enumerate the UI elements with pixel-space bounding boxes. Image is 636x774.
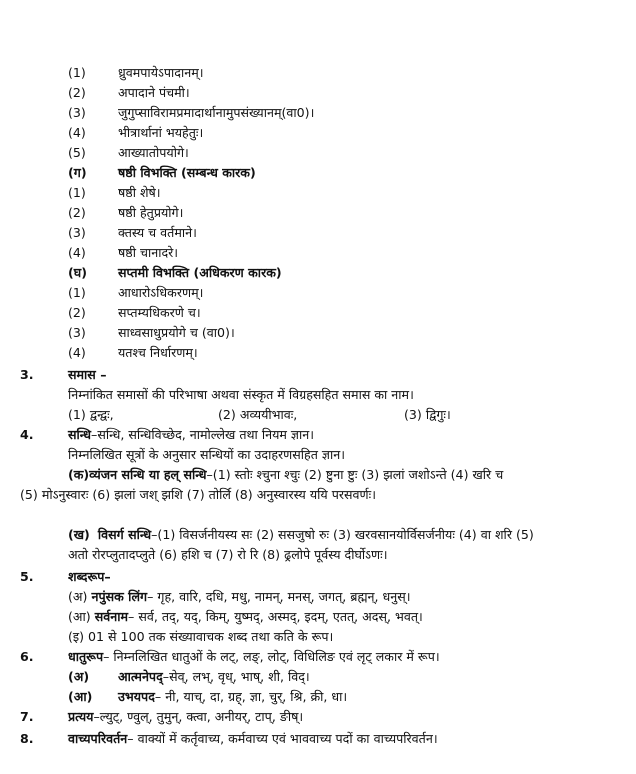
subsection-label: (ख) <box>68 527 90 542</box>
subsection-title: आत्मनेपद् <box>118 669 163 684</box>
subsection-label: (ग) <box>68 165 87 180</box>
list-item-text: यतश्च निर्धारणम्। <box>118 345 198 360</box>
subsection-line <box>118 668 310 686</box>
list-item-text: आधारोऽधिकरणम्। <box>118 285 204 300</box>
subsection-title: (क)व्यंजन सन्धि या हल् सन्धि <box>68 467 207 482</box>
paragraph: (इ) 01 से 100 तक संख्यावाचक शब्द तथा कति के रूप। <box>68 629 334 644</box>
section-text: – निम्नलिखित धातुओं के लट्, लङ्, लोट्, विधिलिङ एवं लृट् लकार में रूप। <box>103 649 440 664</box>
list-item-text: अपादाने पंचमी। <box>118 85 190 100</box>
subsection-text: – गृह, वारि, दधि, मधु, नामन्, मनस्, जगत्, ब्रह्मन्, धनुस्। <box>147 589 411 604</box>
list-item: (3) द्विगुः। <box>404 407 451 422</box>
subsection-label: (आ) <box>68 689 93 704</box>
section-line <box>68 426 314 444</box>
subsection-line <box>68 526 534 544</box>
section-number: 5. <box>20 569 34 584</box>
section-text: – वाक्यों में कर्तृवाच्य, कर्मवाच्य एवं भाववाच्य पदों का वाच्यपरिवर्तन। <box>127 731 438 746</box>
list-item-text: भीत्रार्थानां भयहेतुः। <box>118 125 204 140</box>
list-item: (4) <box>68 125 86 140</box>
list-item-text: आख्यातोपयोगे। <box>118 145 189 160</box>
subsection-heading: सप्तमी विभक्ति (अधिकरण कारक) <box>118 265 282 280</box>
subsection-heading: षष्ठी विभक्ति (सम्बन्ध कारक) <box>118 165 256 180</box>
subsection-title: सर्वनाम <box>94 609 129 624</box>
subsection-label: (घ) <box>68 265 87 280</box>
list-item-text: साध्वसाधुप्रयोगे च (वा0)। <box>118 325 235 340</box>
list-item: (3) <box>68 105 86 120</box>
list-item: (1) द्वन्द्वः, <box>68 407 114 422</box>
section-title: समास – <box>68 367 107 382</box>
paragraph: निम्नलिखित सूत्रों के अनुसार सन्धियों का उदाहरणसहित ज्ञान। <box>68 447 346 462</box>
list-item: (2) <box>68 205 86 220</box>
list-item: (2) <box>68 85 86 100</box>
list-item: (3) <box>68 225 86 240</box>
section-title: शब्दरूप– <box>68 569 111 584</box>
subsection-title: नपुंसक लिंग <box>91 589 148 604</box>
section-number: 8. <box>20 731 34 746</box>
list-item-text: षष्ठी चानादरे। <box>118 245 179 260</box>
list-item: (1) <box>68 185 86 200</box>
section-number: 7. <box>20 709 34 724</box>
subsection-text: –(1) स्तोः श्चुना श्चुः (2) ष्टुना ष्टुः (3) झलां जशोऽन्ते (4) खरि च <box>206 467 504 482</box>
list-item: (4) <box>68 345 86 360</box>
list-item-text: सप्तम्यधिकरणे च। <box>118 305 201 320</box>
section-title: प्रत्यय <box>68 709 94 724</box>
section-title: वाच्यपरिवर्तन <box>68 731 128 746</box>
subsection-label: (आ) <box>68 609 91 624</box>
section-text: –सन्धि, सन्धिविच्छेद, नामोल्लेख तथा नियम ज्ञान। <box>91 427 315 442</box>
subsection-title: विसर्ग सन्धि <box>97 527 152 542</box>
list-item: (2) <box>68 305 86 320</box>
subsection-line <box>68 588 411 606</box>
subsection-line <box>118 688 347 706</box>
section-number: 6. <box>20 649 34 664</box>
section-number: 4. <box>20 427 34 442</box>
subsection-text: –सेव्, लभ्, वृध्, भाष्, शी, विद्। <box>162 669 310 684</box>
list-item: (4) <box>68 245 86 260</box>
paragraph: (5) मोऽनुस्वारः (6) झलां जश् झशि (7) तोर्लि (8) अनुस्वारस्य ययि परसवर्णः। <box>20 487 376 502</box>
subsection-label: (अ) <box>68 589 88 604</box>
list-item: (1) <box>68 285 86 300</box>
list-item: (2) अव्ययीभावः, <box>218 407 298 422</box>
section-text: –ल्युट्, ण्वुल्, तुमुन्, क्त्वा, अनीयर्, टाप्, ङीष्। <box>93 709 304 724</box>
section-line <box>68 730 438 748</box>
list-item-text: क्तस्य च वर्तमाने। <box>118 225 197 240</box>
list-item: (1) <box>68 65 86 80</box>
list-item-text: षष्ठी हेतुप्रयोगे। <box>118 205 184 220</box>
list-item-text: ध्रुवमपायेऽपादानम्। <box>118 65 204 80</box>
subsection-line <box>68 608 423 626</box>
subsection-text: –(1) विसर्जनीयस्य सः (2) ससजुषो रुः (3) खरवसानयोर्विसर्जनीयः (4) वा शरि (5) <box>151 527 534 542</box>
list-item-text: षष्ठी शेषे। <box>118 185 161 200</box>
subsection-text: – नी, याच्, दा, ग्रह्, ज्ञा, चुर्, श्रि, क्री, धा। <box>154 689 348 704</box>
subsection-text: – सर्व, तद्, यद्, किम्, युष्मद्, अस्मद्, इदम्, एतत्, अदस्, भवत्। <box>128 609 423 624</box>
section-line <box>68 648 440 666</box>
section-number: 3. <box>20 367 34 382</box>
list-item-text: जुगुप्साविरामप्रमादार्थानामुपसंख्यानम्(वा0)। <box>118 105 315 120</box>
list-item: (5) <box>68 145 86 160</box>
paragraph: अतो रोरप्लुतादप्लुते (6) हशि च (7) रो रि (8) ढ्रलोपे पूर्वस्य दीर्घोऽणः। <box>68 547 388 562</box>
paragraph: निम्नांकित समासों की परिभाषा अथवा संस्कृत में विग्रहसहित समास का नाम। <box>68 387 414 402</box>
subsection-label: (अ) <box>68 669 90 684</box>
list-item: (3) <box>68 325 86 340</box>
subsection-title: उभयपद <box>118 689 155 704</box>
section-title: धातुरूप <box>68 649 104 664</box>
subsection-line <box>68 466 503 484</box>
section-line <box>68 708 303 726</box>
section-title: सन्धि <box>68 427 92 442</box>
